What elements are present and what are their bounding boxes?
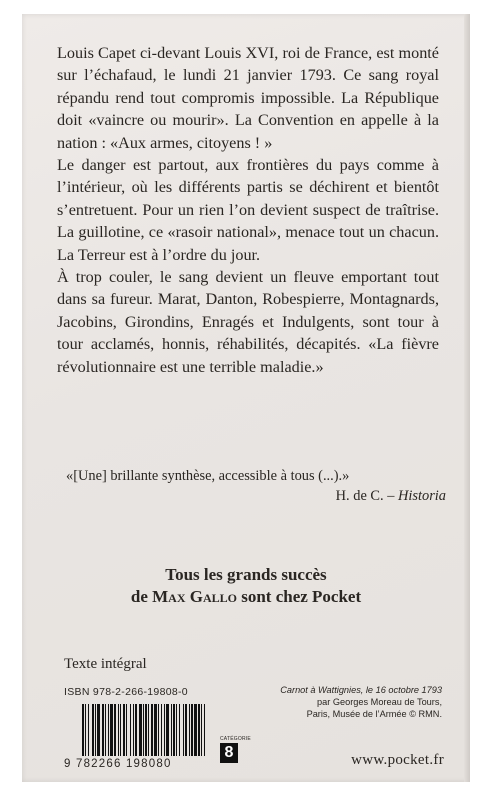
barcode-bar [139,704,142,756]
synopsis [57,42,439,378]
barcode-bar [189,704,190,756]
barcode-bar [173,704,175,756]
publisher-promo [22,564,470,608]
promo-line-2 [22,586,470,608]
barcode-bar [164,704,165,756]
barcode-bar [126,704,127,756]
barcode-bar [114,704,116,756]
barcode-bar [120,704,121,756]
barcode-bar [179,704,180,756]
category-value: 8 [220,743,238,763]
synopsis-paragraph-3: À trop couler, le sang devient un fleuve emportant tout dans sa fureur. Marat, Danton, Robespierre, Montagnards, Jacobins, Girondins, Enragés et Indulgents, sont tour à tour acclamés, honnis, réhabilités, décapités. «La fièvre révolutionnaire est une terrible maladie.» [57,268,439,376]
publisher-website: www.pocket.fr [351,752,444,768]
review-source [66,486,446,506]
barcode-bar [88,704,89,756]
barcode-bar [143,704,144,756]
review-author: H. de C. – [335,488,399,504]
promo-line-1: Tous les grands succès [165,565,327,584]
credit-line-2: par Georges Moreau de Tours, [317,697,442,707]
credit-title-text: Carnot à Wattignies, le 16 octobre 1793 [280,685,442,695]
edition-note: Texte intégral [64,656,147,672]
barcode-bar [198,704,200,756]
barcode-bar [133,704,134,756]
barcode-bar [161,704,162,756]
review-publication: Historia [398,488,446,504]
barcode-bar [191,704,193,756]
synopsis-paragraph-1: Louis Capet ci-devant Louis XVI, roi de France, est monté sur l’échafaud, le lundi 21 janvier 1793. Ce sang royal répandu rend tout compromis impossible. La République doit «vaincre ou mourir». La Convention en appelle à la nation : «Aux armes, citoyens ! » [57,44,439,152]
barcode-bar [154,704,157,756]
barcode-bar [118,704,119,756]
cover-edge [464,14,470,782]
barcode-bar [108,704,109,756]
barcode [82,704,206,756]
barcode-bar [105,704,106,756]
barcode-bar [158,704,159,756]
book-back-cover [22,14,470,782]
barcode-bar [92,704,94,756]
barcode-bar [183,704,184,756]
promo-prefix: de [130,587,153,606]
barcode-bar [97,704,100,756]
barcode-bar [145,704,147,756]
barcode-bar [166,704,169,756]
barcode-bar [123,704,125,756]
barcode-bar [194,704,197,756]
barcode-bar [135,704,137,756]
barcode-bar [151,704,153,756]
review-quote [66,466,446,506]
promo-author: Max Gallo [152,587,237,606]
barcode-digits: 9 782266 198080 [64,758,172,770]
synopsis-paragraph-2: Le danger est partout, aux frontières du pays comme à l’intérieur, où les différents partis se déchirent et bientôt s’entretuent. Pour un rien l’on devient suspect de traîtrise. La guillotine, ce «rasoir national», menace tout un chacun. La Terreur est à l’ordre du jour. [57,156,439,264]
barcode-bar [171,704,172,756]
barcode-bar [102,704,104,756]
cover-credit [232,684,442,720]
credit-line-3: Paris, Musée de l’Armée © RMN. [306,709,442,719]
category-label: CATÉGORIE [220,736,251,742]
barcode-bar [82,704,84,756]
barcode-bar [204,704,205,756]
category-badge [220,736,251,763]
credit-title [232,684,442,696]
barcode-bar [85,704,86,756]
barcode-bar [95,704,96,756]
barcode-bar [130,704,131,756]
barcode-bar [148,704,149,756]
review-text: «[Une] brillante synthèse, accessible à tous (...).» [66,468,350,484]
barcode-bar [185,704,187,756]
barcode-bar [176,704,177,756]
promo-suffix: sont chez Pocket [236,587,362,606]
isbn-number: ISBN 978-2-266-19808-0 [64,686,188,698]
barcode-bar [201,704,202,756]
barcode-bar [110,704,113,756]
